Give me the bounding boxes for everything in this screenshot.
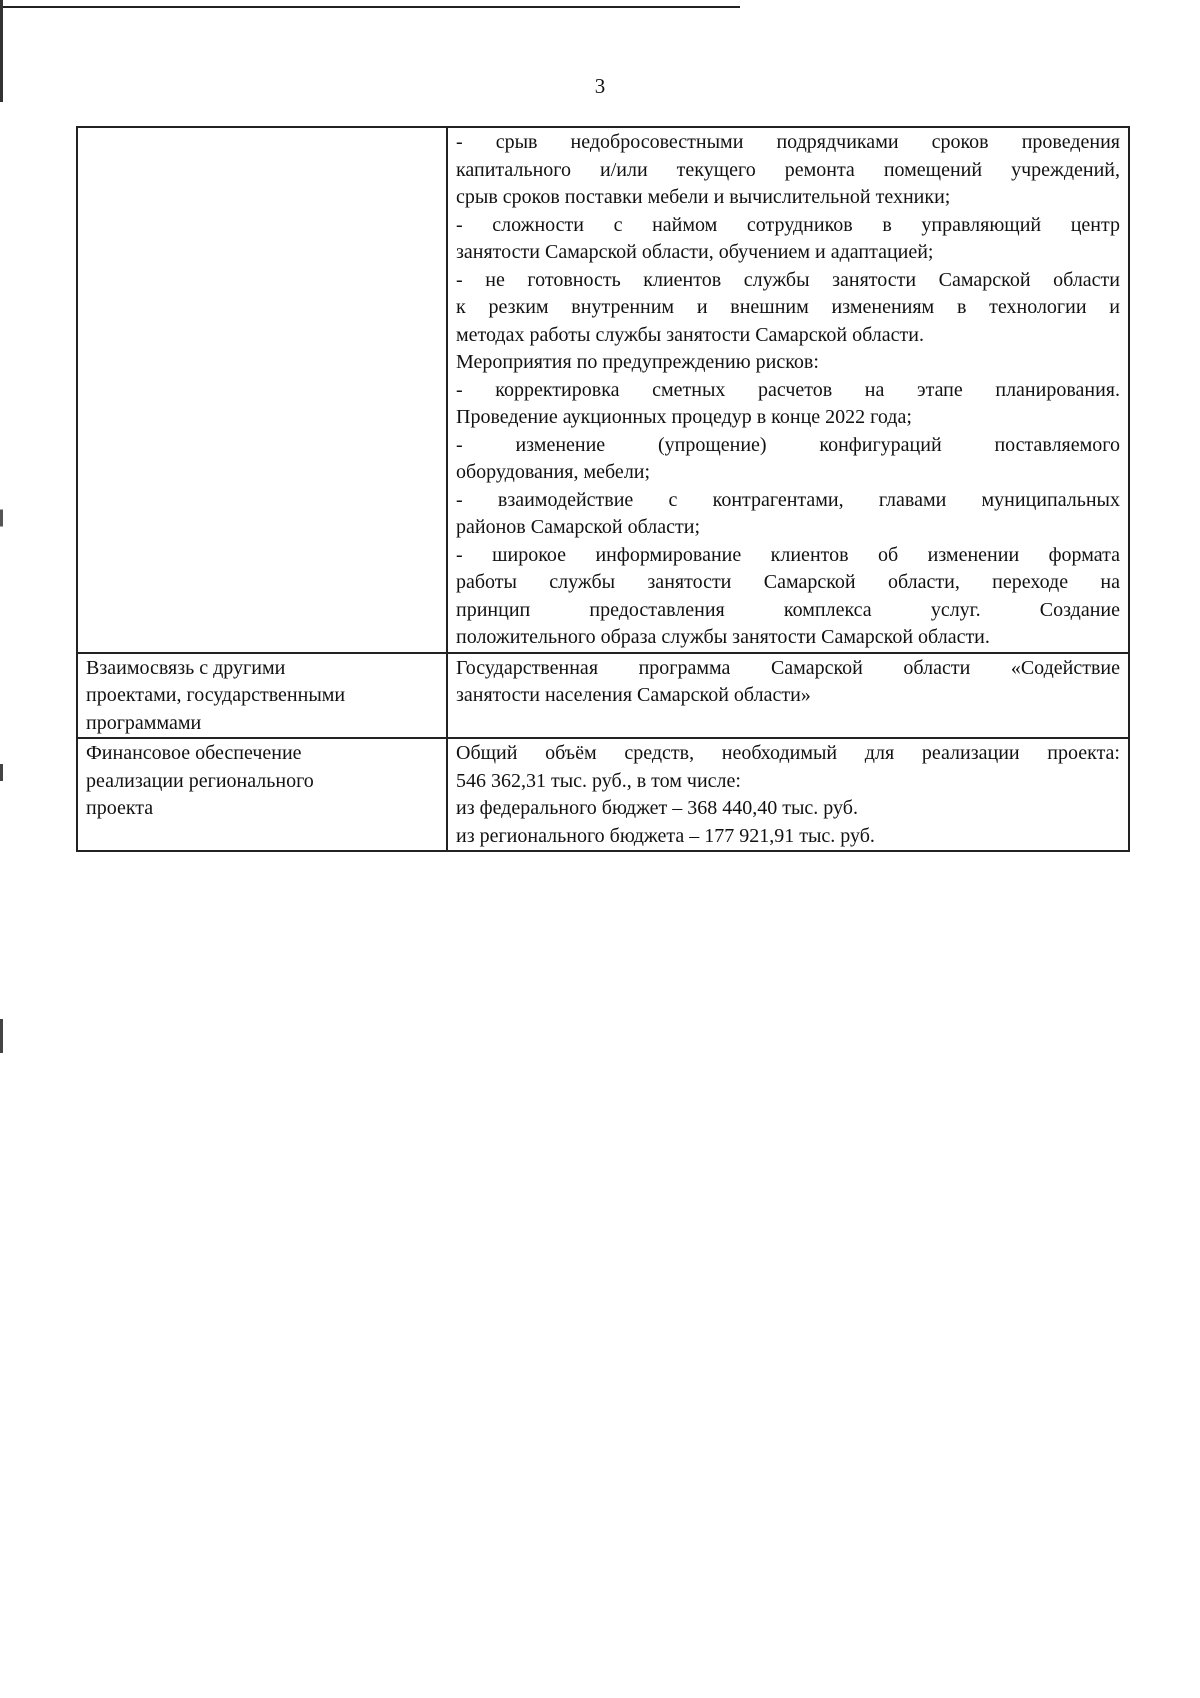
row-label-line: реализации регионального — [86, 769, 314, 792]
row-content-cell — [447, 127, 1129, 653]
prevention-line: принцип предоставления комплекса услуг. Создание — [456, 598, 1120, 621]
financing-line: 546 362,31 тыс. руб., в том числе: — [456, 769, 741, 792]
row-content-cell — [447, 653, 1129, 739]
prevention-line: - корректировка сметных расчетов на этапе планирования. — [456, 378, 1120, 401]
risk-line: - сложности с наймом сотрудников в управляющий центр — [456, 213, 1120, 236]
prevention-line: - взаимодействие с контрагентами, главами муниципальных — [456, 488, 1120, 511]
prevention-line: районов Самарской области; — [456, 516, 701, 538]
risk-line: - не готовность клиентов службы занятости Самарской области — [456, 268, 1120, 291]
financing-line: из регионального бюджета – 177 921,91 тыс. руб. — [456, 824, 875, 847]
financing-line: из федерального бюджет – 368 440,40 тыс. руб. — [456, 797, 858, 819]
related-program-line: занятости населения Самарской области» — [456, 684, 811, 706]
prevention-line: - широкое информирование клиентов об изменении формата — [456, 543, 1120, 566]
row-label-cell — [77, 127, 447, 653]
table-row-related-programs — [77, 653, 1129, 739]
risk-prevention-heading: Мероприятия по предупреждению рисков: — [456, 351, 819, 373]
row-label-line: Взаимосвязь с другими — [86, 656, 286, 679]
top-scan-rule — [0, 6, 740, 8]
table-row-risks — [77, 127, 1129, 653]
related-program-line: Государственная программа Самарской области «Содействие — [456, 656, 1120, 679]
prevention-line: работы службы занятости Самарской области, переходе на — [456, 571, 1120, 593]
page-number: 3 — [594, 74, 606, 98]
row-label-cell — [77, 738, 447, 851]
left-scan-edge — [0, 0, 3, 1698]
risk-line: - срыв недобросовестными подрядчиками сроков проведения — [456, 131, 1120, 153]
table-row-financing — [77, 738, 1129, 851]
risk-line: капитального и/или текущего ремонта помещений учреждений, — [456, 158, 1120, 181]
risk-line: срыв сроков поставки мебели и вычислительной техники; — [456, 186, 951, 208]
prevention-line: положительного образа службы занятости Самарской области. — [456, 626, 990, 648]
row-label-line: Финансовое обеспечение — [86, 742, 302, 764]
project-passport-table — [76, 126, 1130, 852]
risk-line: к резким внутренним и внешним изменениям в технологии и — [456, 296, 1120, 318]
row-label-cell — [77, 653, 447, 739]
row-label-line: программами — [86, 711, 202, 734]
row-label-line: проекта — [86, 797, 154, 819]
risk-line: методах работы службы занятости Самарской области. — [456, 323, 924, 346]
row-content-cell — [447, 738, 1129, 851]
risk-line: занятости Самарской области, обучением и адаптацией; — [456, 241, 934, 263]
financing-line: Общий объём средств, необходимый для реализации проекта: — [456, 742, 1120, 764]
prevention-line: - изменение (упрощение) конфигураций поставляемого — [456, 433, 1120, 456]
row-label-line: проектами, государственными — [86, 684, 346, 706]
prevention-line: оборудования, мебели; — [456, 461, 651, 483]
prevention-line: Проведение аукционных процедур в конце 2022 года; — [456, 406, 912, 428]
